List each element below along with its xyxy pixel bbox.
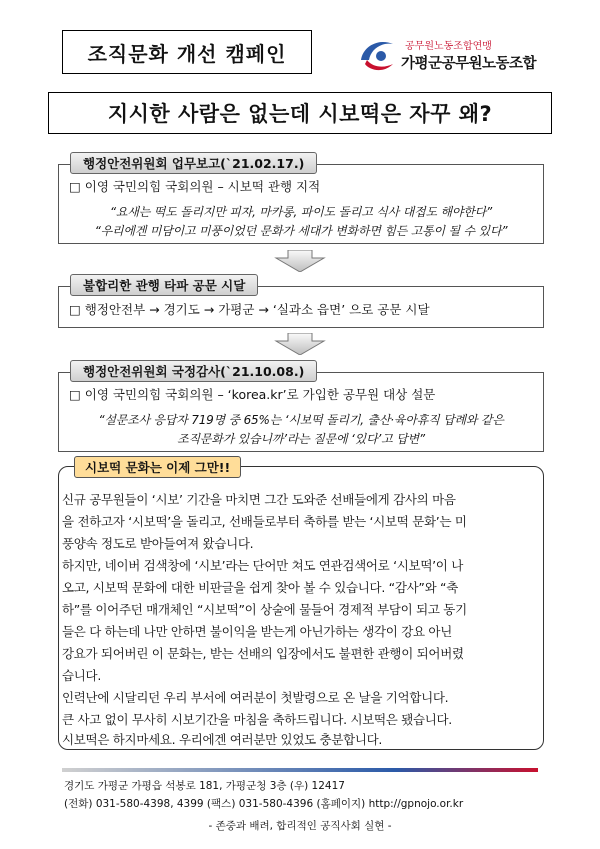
org-name: 가평군공무원노동조합: [401, 56, 537, 72]
article-line: 강요가 되어버린 이 문화는, 받는 선배의 입장에서도 불편한 관행이 되어버렸: [62, 646, 464, 661]
article-line: 오고, 시보떡 문화에 대한 비판글을 쉽게 찾아 볼 수 있습니다. “감사”와 “축: [62, 580, 458, 595]
article-line: 큰 사고 없이 무사히 시보기간을 마침을 축하드립니다. 시보떡은 됐습니다.: [62, 712, 452, 727]
section-item: □ 이영 국민의힘 국회의원 – ‘korea.kr’로 가입한 공무원 대상 설문: [69, 387, 436, 402]
article-line: 을 전하고자 ‘시보떡’을 돌리고, 선배들로부터 축하를 받는 ‘시보떡 문화’는 미: [62, 514, 467, 529]
article-line: 습니다.: [62, 668, 101, 683]
footer-motto: - 존중과 배려, 합리적인 공직사회 실현 -: [208, 820, 392, 832]
down-arrow-icon: [272, 333, 328, 355]
footer-divider: [62, 768, 538, 772]
quote-line: “우리에겐 미담이고 미풍이었던 문화가 세대가 변화하면 힘든 고통이 될 수 있다”: [94, 224, 508, 238]
down-arrow-icon: [272, 250, 328, 272]
quote-line: “요새는 떡도 돌리지만 피자, 마카롱, 파이도 돌리고 식사 대접도 해야한다”: [109, 205, 493, 219]
section-national-audit: [58, 372, 544, 452]
campaign-title: 조직문화 개선 캠페인: [62, 30, 312, 74]
section-label: 행정안전위원회 업무보고(`21.02.17.): [70, 152, 317, 174]
footer-address: 경기도 가평군 가평읍 석봉로 181, 가평군청 3층 (우) 12417: [64, 780, 345, 792]
quote-line: “설문조사 응답자 719명 중 65%는 ‘시보떡 돌리기, 출산·육아휴직 답례와 같은: [98, 413, 504, 427]
union-emblem-icon: [355, 34, 399, 78]
article-line: 신규 공무원들이 ‘시보’ 기간을 마치면 그간 도와준 선배들에게 감사의 마음: [62, 492, 456, 507]
section-label: 행정안전위원회 국정감사(`21.10.08.): [70, 360, 317, 382]
article-line: 하”를 이어주던 매개체인 “시보떡”이 상술에 물들어 경제적 부담이 되고 동기: [62, 602, 467, 617]
article-line: 시보떡은 하지마세요. 우리에겐 여러분만 있었도 충분합니다.: [62, 732, 383, 747]
footer-contact: (전화) 031-580-4398, 4399 (팩스) 031-580-4396 (홈페이지) http://gpnojo.or.kr: [64, 798, 464, 810]
article-line: 들은 다 하는데 나만 안하면 불이익을 받는게 아닌가하는 생각이 강요 아닌: [62, 624, 452, 639]
section-item: □ 이영 국민의힘 국회의원 – 시보떡 관행 지적: [69, 179, 321, 194]
union-logo: [355, 34, 565, 78]
headline: 지시한 사람은 없는데 시보떡은 자꾸 왜?: [48, 92, 552, 134]
org-federation-name: 공무원노동조합연맹: [405, 41, 492, 52]
article-title: 시보떡 문화는 이제 그만!!: [74, 456, 241, 478]
quote-line: 조직문화가 있습니까’라는 질문에 ‘있다’고 답변”: [177, 432, 425, 446]
article-line: 풍양속 정도로 받아들여져 왔습니다.: [62, 536, 254, 551]
section-label: 불합리한 관행 타파 공문 시달: [70, 274, 258, 296]
section-item: □ 행정안전부 → 경기도 → 가평군 → ‘실과소 읍면’ 으로 공문 시달: [69, 302, 430, 317]
article-line: 하지만, 네이버 검색창에 ‘시보’라는 단어만 쳐도 연관검색어로 ‘시보떡’이 나: [62, 558, 464, 573]
section-budget-report: [58, 164, 544, 244]
article-line: 인력난에 시달리던 우리 부서에 여러분이 첫발령으로 온 날을 기억합니다.: [62, 690, 449, 705]
